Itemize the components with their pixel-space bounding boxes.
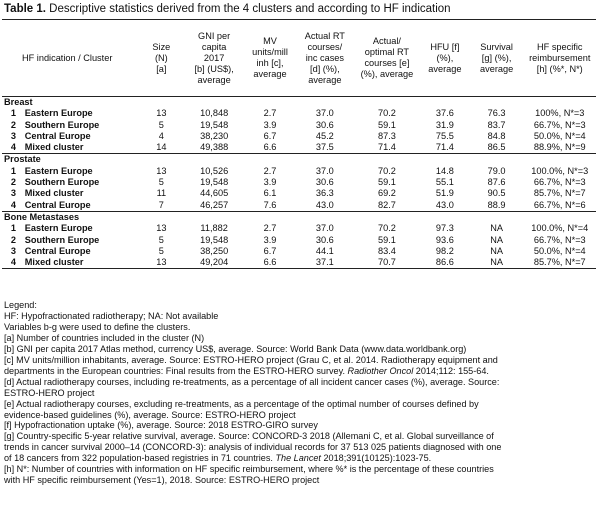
note-line: with HF specific reimbursement (Yes=1), 2018. Source: ESTRO-HERO project — [4, 475, 320, 486]
cell-reimb: 66.7%, N*=3 — [533, 119, 586, 130]
cell-mv: 3.9 — [263, 119, 277, 130]
cell-reimb: 100.0%, N*=4 — [531, 223, 589, 234]
cell-opt: 70.7 — [354, 257, 420, 269]
header-opt-line: courses [e] — [364, 58, 410, 68]
cell-rt: 45.2 — [315, 130, 334, 141]
header-rt-line: average — [308, 74, 342, 85]
cell-opt: 70.2 — [377, 108, 396, 119]
section-row — [2, 211, 596, 223]
cell-surv: 83.7 — [487, 119, 506, 130]
cell-opt: 59.1 — [377, 119, 396, 130]
cell-rt: 30.6 — [315, 177, 334, 188]
cell-cluster: Mixed cluster — [25, 142, 139, 154]
header-gni — [184, 20, 244, 97]
cell-hfu: 37.6 — [435, 108, 454, 119]
cell-rt: 36.3 — [315, 188, 334, 199]
cell-surv: 90.5 — [487, 188, 506, 199]
header-hfu-line: (%), — [436, 52, 454, 63]
cell-cluster: Southern Europe — [24, 119, 100, 130]
cell-gni: 11,882 — [200, 223, 228, 234]
table-row — [2, 166, 596, 177]
note-line: [d] Actual radiotherapy courses, including re-treatments, as a percentage of all incident cancer cases (%), average. Source: — [4, 376, 500, 387]
header-hfu-line: average — [428, 63, 462, 74]
header-rt-line: Actual RT — [304, 30, 345, 41]
header-reimb-line: HF specific — [537, 41, 583, 52]
header-opt-line: optimal RT — [364, 47, 410, 57]
cell-cluster: Central Europe — [24, 245, 91, 256]
header-rt-line: inc cases — [305, 52, 344, 63]
cell-mv: 3.9 — [263, 234, 277, 245]
cell-rt: 30.6 — [315, 234, 334, 245]
statistics-table — [2, 20, 596, 269]
cell-hfu: 43.0 — [420, 200, 470, 212]
cell-hfu: 93.6 — [435, 234, 454, 245]
cell-rt: 43.0 — [296, 200, 354, 212]
cell-n: 11 — [156, 188, 167, 199]
cell-rt: 37.0 — [315, 108, 334, 119]
cell-n: 5 — [158, 177, 164, 188]
cell-surv: NA — [490, 234, 503, 245]
cell-opt: 59.1 — [377, 234, 396, 245]
note-line: [h] N*: Number of countries with information on HF specific reimbursement, where %* is the percentage of these countries — [4, 464, 494, 475]
section-title: Prostate — [4, 154, 41, 165]
cell-gni: 38,250 — [200, 245, 229, 256]
table-row — [2, 246, 596, 257]
cell-hfu: 55.1 — [435, 177, 454, 188]
cell-rt: 44.1 — [315, 245, 334, 256]
cell-opt: 70.2 — [377, 165, 396, 176]
cell-rt: 37.5 — [296, 142, 354, 154]
header-size-line: (N) — [154, 52, 168, 63]
cell-mv: 2.7 — [263, 165, 277, 176]
cell-cluster: Eastern Europe — [24, 108, 93, 119]
note-line: Variables b-g were used to define the clusters. — [4, 321, 191, 332]
header-gni-line: capita — [201, 41, 227, 52]
section-row — [2, 97, 596, 108]
header-opt — [354, 20, 420, 97]
cell-idx: 1 — [10, 108, 16, 119]
note-line: [g] Country-specific 5-year relative survival, average. Source: CONCORD-3 2018 (Allemani C, et al. Global surveillance of — [4, 431, 494, 442]
header-surv — [470, 20, 524, 97]
header-mv-line: MV — [263, 36, 277, 46]
table-row — [2, 223, 596, 234]
header-mv — [244, 20, 296, 97]
cell-hfu: 97.3 — [435, 223, 454, 234]
header-surv-line: Survival — [480, 41, 513, 52]
table-row — [2, 108, 596, 119]
header-rt-line: [d] (%), — [310, 63, 340, 74]
cell-rt: 37.0 — [315, 223, 334, 234]
cell-opt: 87.3 — [377, 130, 396, 141]
cell-cluster: Eastern Europe — [24, 223, 93, 234]
header-opt-line: (%), average — [360, 69, 414, 79]
cell-cluster: Central Europe — [25, 200, 139, 212]
cell-surv: 79.0 — [487, 165, 506, 176]
cell-mv: 6.6 — [244, 257, 296, 269]
table-number: Table 1. — [4, 3, 46, 15]
cell-opt: 82.7 — [354, 200, 420, 212]
cell-n: 13 — [156, 223, 167, 234]
cell-cluster: Mixed cluster — [25, 257, 139, 269]
cell-idx: 2 — [10, 234, 16, 245]
header-gni-line: GNI per — [198, 30, 231, 41]
cell-gni: 10,526 — [200, 165, 229, 176]
cell-surv: NA — [490, 245, 503, 256]
cell-hfu: 31.9 — [435, 119, 454, 130]
header-mv-line: inh [c], — [256, 58, 284, 68]
cell-gni: 19,548 — [200, 177, 229, 188]
cell-cluster: Southern Europe — [24, 177, 100, 188]
cell-gni: 49,204 — [184, 257, 244, 269]
cell-opt: 70.2 — [377, 223, 396, 234]
section-title: Bone Metastases — [4, 211, 80, 222]
header-mv-line: average — [253, 69, 287, 79]
table-row — [2, 257, 596, 269]
cell-surv: 88.9 — [470, 200, 524, 212]
cell-opt: 83.4 — [377, 245, 396, 256]
table-row — [2, 188, 596, 199]
cell-surv: NA — [470, 257, 524, 269]
cell-gni: 38,230 — [200, 130, 229, 141]
note-line: [a] Number of countries included in the cluster (N) — [4, 332, 205, 343]
cell-hfu: 75.5 — [435, 130, 454, 141]
table-title — [4, 3, 451, 15]
cell-hfu: 98.2 — [435, 245, 454, 256]
cell-reimb: 88.9%, N*=9 — [524, 142, 597, 154]
note-line: HF: Hypofractionated radiotherapy; NA: Not available — [4, 310, 219, 321]
cell-rt: 37.0 — [315, 165, 334, 176]
header-gni-line: average — [197, 74, 231, 85]
header-surv-line: [g] (%), — [481, 52, 512, 63]
cell-gni: 46,257 — [184, 200, 244, 212]
header-reimb — [524, 20, 597, 97]
section-title: Breast — [4, 97, 33, 107]
cell-idx: 2 — [10, 119, 16, 130]
header-gni-line: [b] (US$), — [194, 63, 234, 74]
table-row — [2, 142, 596, 154]
header-rt-line: courses/ — [307, 41, 343, 52]
table-row — [2, 200, 596, 212]
cell-mv: 7.6 — [244, 200, 296, 212]
cell-mv: 2.7 — [263, 108, 277, 119]
cell-idx: 4 — [2, 257, 25, 269]
cell-opt: 69.2 — [377, 188, 396, 199]
cell-opt: 59.1 — [377, 177, 396, 188]
table-row — [2, 120, 596, 131]
section-row — [2, 154, 596, 166]
header-opt-line: Actual/ — [372, 36, 401, 46]
table-row — [2, 235, 596, 246]
header-reimb-line: [h] (%*, N*) — [536, 63, 583, 74]
header-gni-line: 2017 — [203, 52, 225, 63]
cell-n: 4 — [158, 130, 164, 141]
note-line: [e] Actual radiotherapy courses, excluding re-treatments, as a percentage of the optimal number of courses defined by — [4, 398, 479, 409]
cell-mv: 6.1 — [263, 188, 277, 199]
header-size — [139, 20, 185, 97]
cell-n: 5 — [158, 119, 164, 130]
cell-reimb: 66.7%, N*=3 — [533, 177, 586, 188]
cell-hfu: 71.4 — [420, 142, 470, 154]
header-row — [2, 20, 596, 97]
cell-reimb: 50.0%, N*=4 — [533, 130, 586, 141]
cell-idx: 3 — [10, 130, 16, 141]
cell-gni: 19,548 — [200, 119, 229, 130]
cell-cluster: Eastern Europe — [24, 165, 93, 176]
note-line: evidence-based guidelines (%), average. Source: ESTRO-HERO project — [4, 409, 296, 420]
cell-mv: 2.7 — [263, 223, 277, 234]
cell-n: 5 — [158, 234, 164, 245]
cell-gni: 10,848 — [200, 108, 229, 119]
cell-n: 13 — [156, 108, 167, 119]
cell-reimb: 66.7%, N*=6 — [524, 200, 597, 212]
cell-mv: 3.9 — [263, 177, 277, 188]
cell-gni: 44,605 — [200, 188, 229, 199]
cell-mv: 6.7 — [263, 245, 277, 256]
cell-cluster: Southern Europe — [24, 234, 100, 245]
cell-hfu: 86.6 — [420, 257, 470, 269]
cell-reimb: 66.7%, N*=3 — [533, 234, 586, 245]
note-line: [f] Hypofractionation uptake (%), average. Source: 2018 ESTRO-GIRO survey — [4, 420, 318, 431]
cell-n: 7 — [139, 200, 185, 212]
cell-reimb: 85.7%, N*=7 — [533, 188, 586, 199]
header-rt — [296, 20, 354, 97]
cell-idx: 3 — [10, 245, 16, 256]
cell-gni: 19,548 — [200, 234, 229, 245]
cell-idx: 3 — [10, 188, 16, 199]
cell-mv: 6.6 — [244, 142, 296, 154]
header-reimb-line: reimbursement — [529, 52, 591, 63]
cell-idx: 1 — [10, 165, 16, 176]
header-hfu — [420, 20, 470, 97]
table-row — [2, 131, 596, 142]
header-size-line: Size — [152, 41, 171, 52]
cell-reimb: 100%, N*=3 — [535, 108, 585, 119]
header-indication: HF indication / Cluster — [22, 52, 113, 63]
cell-idx: 4 — [2, 142, 25, 154]
cell-idx: 4 — [2, 200, 25, 212]
table-row — [2, 177, 596, 188]
cell-reimb: 85.7%, N*=7 — [524, 257, 597, 269]
cell-hfu: 14.8 — [435, 165, 454, 176]
cell-surv: 76.3 — [487, 108, 506, 119]
note-line: ESTRO-HERO project — [4, 387, 95, 398]
cell-cluster: Mixed cluster — [24, 188, 84, 199]
cell-gni: 49,388 — [184, 142, 244, 154]
note-line: departments in the European countries: Final results from the ESTRO-HERO survey. Radiother Oncol 2014;112: 155-64. — [4, 365, 489, 376]
table-caption: Descriptive statistics derived from the 4 clusters and according to HF indication — [45, 3, 451, 15]
note-line: [b] GNI per capita 2017 Atlas method, currency US$, average. Source: World Bank Data (www.data.worldbank.org) — [4, 343, 467, 354]
table-notes — [4, 300, 594, 486]
cell-surv: NA — [490, 223, 503, 234]
cell-cluster: Central Europe — [24, 130, 91, 141]
header-mv-line: units/mill — [252, 47, 288, 57]
cell-hfu: 51.9 — [435, 188, 454, 199]
cell-idx: 1 — [10, 223, 16, 234]
cell-n: 5 — [158, 245, 164, 256]
cell-reimb: 100.0%, N*=3 — [531, 165, 589, 176]
header-surv-line: average — [480, 63, 514, 74]
cell-reimb: 50.0%, N*=4 — [533, 245, 586, 256]
cell-opt: 71.4 — [354, 142, 420, 154]
note-line: trends in cancer survival 2000–14 (CONCORD-3): analysis of individual records for 37 513 025 patients diagnosed with one — [4, 442, 502, 453]
cell-surv: 84.8 — [487, 130, 506, 141]
cell-n: 14 — [139, 142, 185, 154]
cell-surv: 86.5 — [470, 142, 524, 154]
cell-idx: 2 — [10, 177, 16, 188]
header-size-line: [a] — [156, 63, 167, 74]
cell-mv: 6.7 — [263, 130, 277, 141]
cell-n: 13 — [156, 165, 167, 176]
note-line: Legend: — [4, 300, 37, 310]
cell-rt: 37.1 — [296, 257, 354, 269]
note-line: of 18 cancers from 322 population-based registries in 71 countries. The Lancet 2018;391(10125):1023-75. — [4, 453, 432, 464]
cell-surv: 87.6 — [487, 177, 506, 188]
cell-n: 13 — [139, 257, 185, 269]
note-line: [c] MV units/million inhabitants, average. Source: ESTRO-HERO project (Grau C, et al. 2014. Radiotherapy equipment and — [4, 354, 498, 365]
cell-rt: 30.6 — [315, 119, 334, 130]
header-hfu-line: HFU [f] — [430, 41, 460, 52]
